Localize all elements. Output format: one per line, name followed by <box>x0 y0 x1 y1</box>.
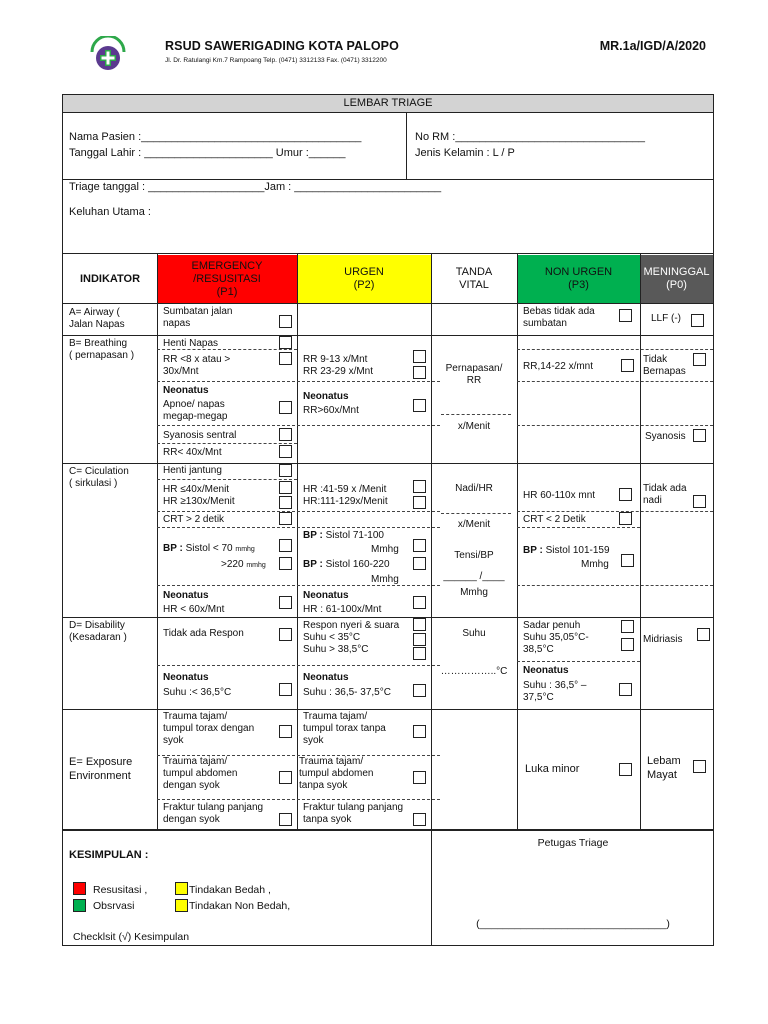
circulation-p3-bp-unit: Mmhg <box>581 559 609 570</box>
col-tanda-vital: TANDA VITAL <box>455 266 493 291</box>
circulation-p2-bp-a: BP : Sistol 71-100 <box>303 530 384 541</box>
triage-form <box>62 94 714 831</box>
breathing-p0-tidak-checkbox[interactable] <box>693 353 706 366</box>
exposure-p2-abdomen: Trauma tajam/ tumpul abdomen tanpa syok <box>299 756 374 791</box>
breathing-p2-rr: RR 9-13 x/Mnt RR 23-29 x/Mnt <box>303 354 374 377</box>
col-p0: MENINGGAL (P0) <box>640 255 713 303</box>
circulation-p1-hr-neo-checkbox[interactable] <box>279 596 292 609</box>
disability-vital-suhu: Suhu <box>462 628 486 639</box>
circulation-p1-crt: CRT > 2 detik <box>163 514 225 525</box>
circulation-vital-bp-blank[interactable]: ______ /____ <box>443 571 505 582</box>
legend-observasi: Obsrvasi <box>93 900 135 912</box>
circulation-p0-tidak: Tidak ada nadi <box>643 483 687 506</box>
exposure-p1-fraktur-checkbox[interactable] <box>279 813 292 826</box>
circulation-p1-hr: HR ≤40x/Menit HR ≥130x/Menit <box>163 484 235 507</box>
circulation-p2-bp-a-unit: Mmhg <box>371 544 399 555</box>
tanggal-lahir-field[interactable]: Tanggal Lahir : _____________________ Umur :______ <box>69 147 346 159</box>
row-line <box>63 709 713 710</box>
circulation-p2-bp-b: BP : Sistol 160-220 <box>303 559 390 570</box>
disability-p3-sadar-checkbox[interactable] <box>621 620 634 633</box>
sub-line <box>517 527 640 528</box>
circulation-p2-hr2-checkbox[interactable] <box>413 496 426 509</box>
airway-p3-checkbox[interactable] <box>619 309 632 322</box>
row-line <box>63 335 713 336</box>
row-line <box>63 617 713 618</box>
breathing-p1-neonatus: Neonatus <box>163 385 209 396</box>
airway-p1-text: Sumbatan jalan napas <box>163 306 233 329</box>
breathing-p2-rr-neo: RR>60x/Mnt <box>303 405 359 416</box>
circulation-p3-bp: BP : Sistol 101-159 <box>523 545 610 556</box>
circulation-p1-hr1-checkbox[interactable] <box>279 481 292 494</box>
legend-observasi-swatch[interactable] <box>73 899 86 912</box>
breathing-p2-neonatus: Neonatus <box>303 391 349 402</box>
breathing-vital-label: Pernapasan/ RR <box>445 363 503 386</box>
exposure-p3-luka-checkbox[interactable] <box>619 763 632 776</box>
breathing-p1-henti: Henti Napas <box>163 338 219 349</box>
disability-p2-suhu2-checkbox[interactable] <box>413 647 426 660</box>
disability-p3-suhu-checkbox[interactable] <box>621 638 634 651</box>
triage-tanggal-field[interactable]: Triage tanggal : ___________________Jam : ________________________ <box>69 181 442 193</box>
airway-indicator: A= Airway ( Jalan Napas <box>69 307 125 330</box>
circulation-p1-neonatus: Neonatus <box>163 590 209 601</box>
circulation-p2-hr: HR :41-59 x /Menit HR:111-129x/Menit <box>303 484 388 507</box>
airway-p1-checkbox[interactable] <box>279 315 292 328</box>
circulation-p1-crt-checkbox[interactable] <box>279 512 292 525</box>
sub-line <box>157 381 440 382</box>
circulation-p3-bp-checkbox[interactable] <box>621 554 634 567</box>
legend-resusitasi: Resusitasi , <box>93 884 148 896</box>
footer-frame <box>62 829 714 946</box>
disability-indicator: D= Disability (Kesadaran ) <box>69 620 127 643</box>
col-line <box>431 253 432 829</box>
breathing-p1-apnoe: Apnoe/ napas megap-megap <box>163 399 228 422</box>
disability-vital-blank[interactable]: ……………..°C <box>440 666 508 677</box>
circulation-p2-hr-neo: HR : 61-100x/Mnt <box>303 604 382 615</box>
circulation-vital-unit: x/Menit <box>457 519 491 530</box>
exposure-indicator: E= Exposure Environment <box>69 756 133 782</box>
circulation-p2-hr1-checkbox[interactable] <box>413 480 426 493</box>
circulation-p3-crt-checkbox[interactable] <box>619 512 632 525</box>
exposure-p1-torax: Trauma tajam/ tumpul torax dengan syok <box>163 711 255 746</box>
breathing-p3-rr-checkbox[interactable] <box>621 359 634 372</box>
disability-p3-suhu-neo: Suhu : 36,5° – 37,5°C <box>523 680 587 703</box>
legend-non-bedah-swatch[interactable] <box>175 899 188 912</box>
breathing-p1-syanosis-checkbox[interactable] <box>279 428 292 441</box>
disability-p0-checkbox[interactable] <box>697 628 710 641</box>
jenis-kelamin-field[interactable]: Jenis Kelamin : L / P <box>415 147 515 159</box>
col-line <box>297 253 298 829</box>
exposure-p3-luka: Luka minor <box>525 763 580 775</box>
breathing-p0-syanosis: Syanosis <box>645 431 686 442</box>
circulation-p2-bp2-checkbox[interactable] <box>413 557 426 570</box>
exposure-p0-checkbox[interactable] <box>693 760 706 773</box>
breathing-p2-rr2-checkbox[interactable] <box>413 366 426 379</box>
vital-dots <box>441 414 511 415</box>
disability-p1-neonatus: Neonatus <box>163 672 209 683</box>
circulation-p2-bp1-checkbox[interactable] <box>413 539 426 552</box>
breathing-p1-rr-neo: RR< 40x/Mnt <box>163 447 222 458</box>
breathing-p1-rr: RR <8 x atau > 30x/Mnt <box>163 354 231 377</box>
circulation-p1-bp-b: >220 mmhg <box>221 559 266 570</box>
kesimpulan-label: KESIMPULAN : <box>69 849 149 861</box>
breathing-p1-rr-neo-checkbox[interactable] <box>279 445 292 458</box>
circulation-vital-mmhg: Mmhg <box>460 587 488 598</box>
sub-line <box>157 665 440 666</box>
circulation-vital-tensi: Tensi/BP <box>454 550 494 561</box>
breathing-p2-rr1-checkbox[interactable] <box>413 350 426 363</box>
disability-p2-suhu-neo-checkbox[interactable] <box>413 684 426 697</box>
vital-dots <box>441 513 511 514</box>
legend-non-bedah: Tindakan Non Bedah, <box>189 900 291 912</box>
circulation-indicator: C= Ciculation ( sirkulasi ) <box>69 466 129 489</box>
breathing-vital-unit: x/Menit <box>457 421 491 432</box>
breathing-p1-syanosis: Syanosis sentral <box>163 430 237 441</box>
exposure-p1-fraktur: Fraktur tulang panjang dengan syok <box>163 802 264 825</box>
sub-line <box>517 511 713 512</box>
sub-line <box>517 381 713 382</box>
divider <box>63 179 713 180</box>
no-rm-field[interactable]: No RM :_______________________________ <box>415 131 645 143</box>
divider <box>63 253 713 254</box>
disability-p2-neonatus: Neonatus <box>303 672 349 683</box>
disability-p1-suhu-checkbox[interactable] <box>279 683 292 696</box>
circulation-p0-checkbox[interactable] <box>693 495 706 508</box>
col-p2: URGEN (P2) <box>297 255 431 303</box>
sub-line <box>157 799 440 800</box>
disability-p2-suhu-neo: Suhu : 36,5- 37,5°C <box>303 687 391 698</box>
circulation-p3-hr: HR 60-110x mnt <box>523 490 596 501</box>
circulation-p3-crt: CRT < 2 Detik <box>523 514 586 525</box>
exposure-p2-fraktur-checkbox[interactable] <box>413 813 426 826</box>
breathing-p0-syanosis-checkbox[interactable] <box>693 429 706 442</box>
breathing-p1-apnoe-checkbox[interactable] <box>279 401 292 414</box>
legend-bedah: Tindakan Bedah , <box>189 884 271 896</box>
disability-p3-text: Sadar penuh Suhu 35,05°C- 38,5°C <box>523 620 589 655</box>
exposure-p2-fraktur: Fraktur tulang panjang tanpa syok <box>303 802 404 825</box>
exposure-p2-abdomen-checkbox[interactable] <box>413 771 426 784</box>
row-line <box>63 303 713 304</box>
col-p3: NON URGEN (P3) <box>517 255 640 303</box>
circulation-p1-hr2-checkbox[interactable] <box>279 496 292 509</box>
circulation-p1-henti-checkbox[interactable] <box>279 464 292 477</box>
circulation-p3-hr-checkbox[interactable] <box>619 488 632 501</box>
petugas-label: Petugas Triage <box>537 837 609 849</box>
col-line <box>517 253 518 829</box>
col-line <box>640 253 641 829</box>
breathing-p0-tidak: Tidak Bernapas <box>643 354 686 377</box>
col-line <box>157 253 158 829</box>
legend-resusitasi-swatch[interactable] <box>73 882 86 895</box>
disability-p0-midriasis: Midriasis <box>643 634 683 645</box>
exposure-p1-torax-checkbox[interactable] <box>279 725 292 738</box>
sub-line <box>157 425 440 426</box>
checklist-label: Checklsit (√) Kesimpulan <box>73 931 190 943</box>
exposure-p2-torax-checkbox[interactable] <box>413 725 426 738</box>
circulation-p1-henti: Henti jantung <box>163 465 222 476</box>
circulation-p2-bp-b-unit: Mmhg <box>371 574 399 585</box>
sub-line <box>517 585 713 586</box>
disability-p3-suhu-neo-checkbox[interactable] <box>619 683 632 696</box>
keluhan-utama-field[interactable]: Keluhan Utama : <box>69 206 151 218</box>
legend-bedah-swatch[interactable] <box>175 882 188 895</box>
breathing-p1-henti-checkbox[interactable] <box>279 336 292 349</box>
circulation-p1-bp: BP : Sistol < 70 mmhg <box>163 543 255 554</box>
sub-line <box>157 511 440 512</box>
exposure-p1-abdomen: Trauma tajam/ tumpul abdomen dengan syok <box>163 756 238 791</box>
airway-p0-checkbox[interactable] <box>691 314 704 327</box>
breathing-indicator: B= Breathing ( pernapasan ) <box>69 338 135 361</box>
airway-p0-text: LLF (-) <box>651 313 681 324</box>
document-header <box>0 0 768 90</box>
disability-p3-neonatus: Neonatus <box>523 665 569 676</box>
sub-line <box>157 479 297 480</box>
nama-pasien-field[interactable]: Nama Pasien :____________________________________ <box>69 131 362 143</box>
exposure-p2-torax: Trauma tajam/ tumpul torax tanpa syok <box>303 711 386 746</box>
exposure-p1-abdomen-checkbox[interactable] <box>279 771 292 784</box>
row-line <box>63 463 713 464</box>
form-code: MR.1a/IGD/A/2020 <box>599 39 706 53</box>
signature-field[interactable]: (________________________________) <box>476 918 670 930</box>
hospital-address: Jl. Dr. Ratulangi Km.7 Rampoang Telp. (0471) 3312133 Fax. (0471) 3312200 <box>165 57 387 64</box>
disability-p2-suhu1-checkbox[interactable] <box>413 633 426 646</box>
disability-p1-respon: Tidak ada Respon <box>163 628 244 639</box>
hospital-name: RSUD SAWERIGADING KOTA PALOPO <box>165 39 399 53</box>
sub-line <box>517 349 713 350</box>
hospital-logo-icon <box>88 36 128 74</box>
circulation-p1-bp1-checkbox[interactable] <box>279 539 292 552</box>
disability-p1-suhu: Suhu :< 36,5°C <box>163 687 232 698</box>
exposure-p0-lebam: Lebam Mayat <box>647 755 681 781</box>
airway-p3-text: Bebas tidak ada sumbatan <box>523 306 595 329</box>
circulation-p2-neonatus: Neonatus <box>303 590 349 601</box>
disability-p2-respon-checkbox[interactable] <box>413 618 426 631</box>
circulation-p2-hr-neo-checkbox[interactable] <box>413 596 426 609</box>
sub-line <box>157 527 440 528</box>
info-divider <box>406 113 407 179</box>
sub-line <box>517 425 713 426</box>
breathing-p2-rr-neo-checkbox[interactable] <box>413 399 426 412</box>
col-p1: EMERGENCY /RESUSITASI (P1) <box>157 255 297 303</box>
sub-line <box>157 443 297 444</box>
circulation-p1-hr-neo: HR < 60x/Mnt <box>163 604 225 615</box>
disability-p2-text: Respon nyeri & suara Suhu < 35°C Suhu > 38,5°C <box>303 620 400 655</box>
circulation-p1-bp2-checkbox[interactable] <box>279 557 292 570</box>
form-title: LEMBAR TRIAGE <box>63 95 713 113</box>
circulation-vital-nadi: Nadi/HR <box>455 483 493 494</box>
breathing-p3-rr: RR,14-22 x/mnt <box>523 361 594 372</box>
breathing-p1-rr-checkbox[interactable] <box>279 352 292 365</box>
disability-p1-respon-checkbox[interactable] <box>279 628 292 641</box>
col-indikator: INDIKATOR <box>79 272 141 285</box>
sub-line <box>517 661 640 662</box>
